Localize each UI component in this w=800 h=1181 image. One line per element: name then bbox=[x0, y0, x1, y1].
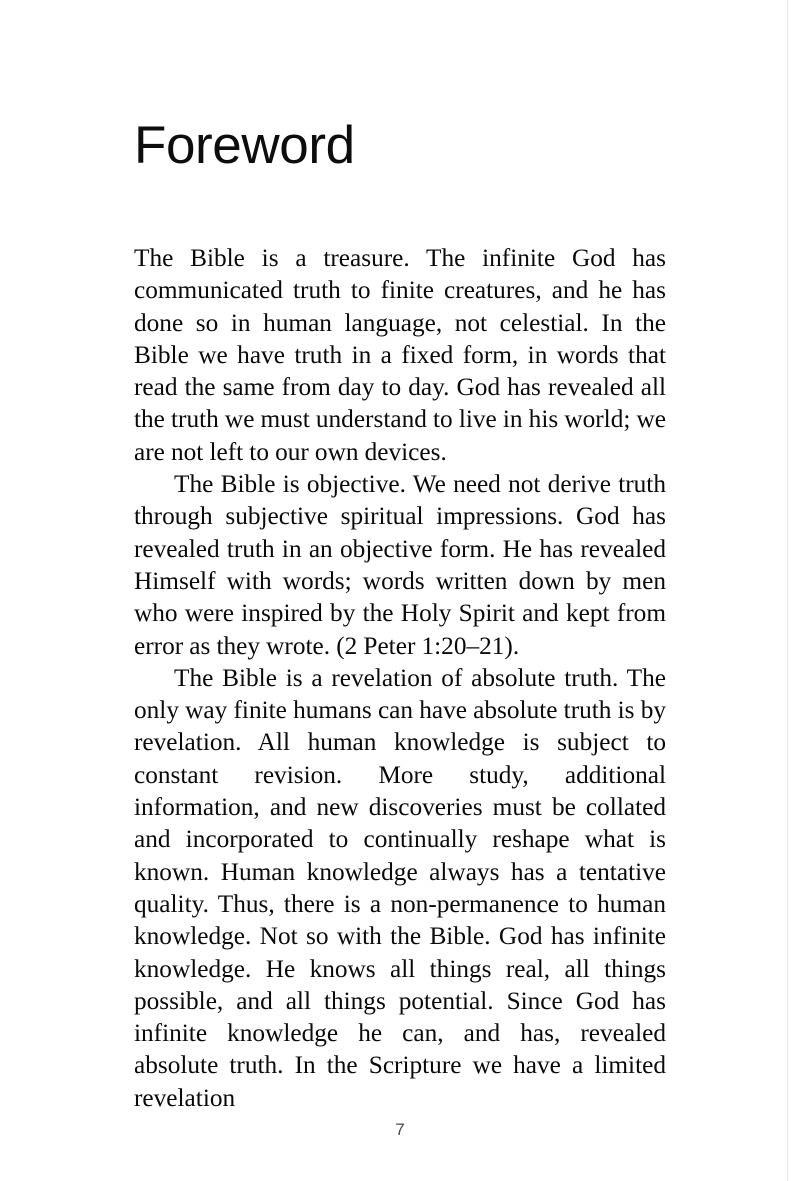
paragraph: The Bible is a treasure. The infinite God has communicated truth to finite creatures, and he has done so in human language, not celestial. In the Bible we have truth in a fixed form, in words that read the same from day to day. God has revealed all the truth we must understand to live in his world; we are not left to our own devices. bbox=[134, 244, 666, 466]
body-text bbox=[134, 242, 666, 1114]
paragraph: The Bible is objective. We need not derive truth through subjective spiritual impressions. God has revealed truth in an objective form. He has revealed Himself with words; words written down by men who were inspired by the Holy Spirit and kept from error as they wrote. (2 Peter 1:20–21). bbox=[134, 470, 666, 660]
page-title: Foreword bbox=[134, 116, 355, 175]
page-text-column bbox=[134, 0, 666, 1181]
page-number: 7 bbox=[395, 1120, 405, 1139]
paragraph: The Bible is a revelation of absolute truth. The only way finite humans can have absolute truth is by revelation. All human knowledge is subject to constant revision. More study, additional information, and new discoveries must be collated and incorporated to continually reshape what is known. Human knowledge always has a tentative quality. Thus, there is a non-permanence to human knowledge. Not so with the Bible. God has infinite knowledge. He knows all things real, all things possible, and all things potential. Since God has infinite knowledge he can, and has, revealed absolute truth. In the Scripture we have a limited revelation bbox=[134, 663, 666, 1112]
